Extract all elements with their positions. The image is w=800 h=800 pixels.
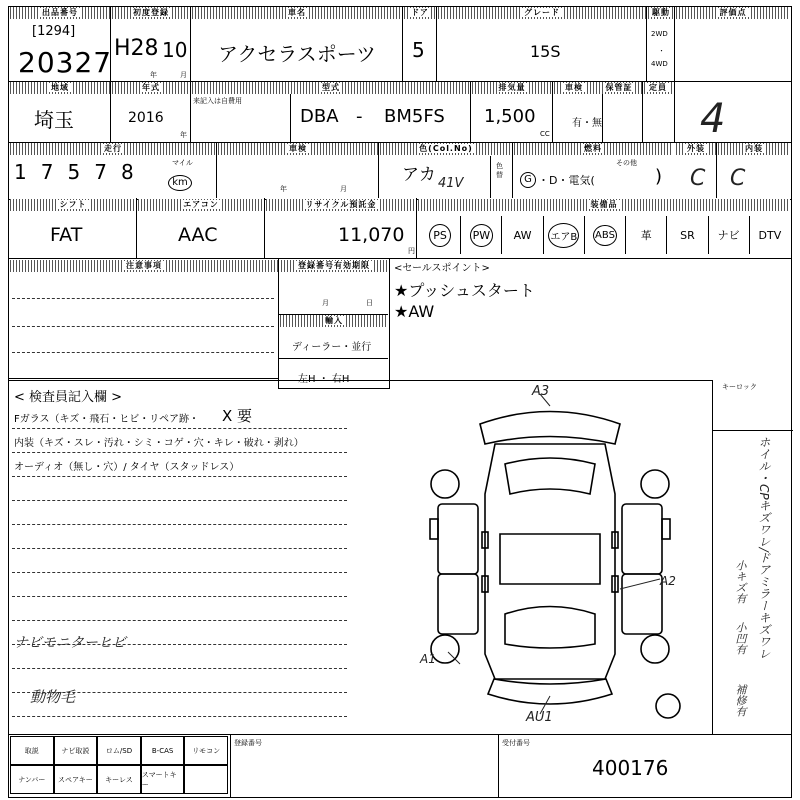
mark-au1: AU1 — [526, 710, 553, 725]
reg-month-unit: 月 — [322, 299, 329, 307]
shift: FAT — [50, 224, 83, 246]
interior-grade: C — [730, 166, 746, 191]
dash-line — [12, 716, 347, 717]
divider — [716, 142, 717, 198]
fuel-header: 燃料 — [514, 143, 672, 155]
divider — [278, 358, 388, 359]
bottom-remote: リモコン — [184, 736, 228, 765]
mileage-digit: 8 — [120, 160, 148, 184]
dash-line — [12, 476, 347, 477]
lot-header: 出品番号 — [10, 7, 110, 19]
dash-line — [12, 620, 347, 621]
equipment-label: エアB — [548, 223, 579, 248]
sales-point-header: <セールスポイント> — [394, 263, 490, 274]
dash-line — [12, 326, 274, 327]
fixed-header: 定員 — [644, 82, 672, 94]
mark-a2: A2 — [660, 574, 676, 588]
month-unit: 月 — [180, 71, 187, 79]
era-year: H28 — [114, 36, 159, 61]
equipment-label: ABS — [593, 225, 617, 246]
divider — [490, 156, 491, 198]
model-code: BM5FS — [384, 106, 445, 127]
bottom-grid — [10, 736, 228, 794]
divider — [552, 81, 553, 142]
mileage-digit: 5 — [67, 160, 95, 184]
divider — [278, 314, 388, 315]
dash-line — [12, 596, 347, 597]
mileage-digit: 7 — [94, 160, 121, 184]
divider — [498, 734, 499, 798]
mark-a3: A3 — [532, 384, 550, 399]
equipment-navi: ナビ — [709, 216, 750, 254]
divider — [642, 81, 643, 142]
doors: 5 — [412, 38, 425, 62]
model-year: 2016 — [128, 110, 164, 126]
divider — [712, 430, 713, 734]
inspection-year: 年 — [280, 185, 287, 193]
fuel-other: その他 — [616, 159, 637, 167]
drive-header: 駆動 — [648, 7, 674, 19]
glass-mark: X 要 — [222, 407, 253, 425]
recycle-unit: 円 — [408, 247, 415, 255]
divider — [470, 81, 471, 142]
divider — [378, 142, 379, 198]
equipment-pw — [461, 216, 502, 254]
import-header: 輸入 — [280, 315, 388, 327]
bottom-empty — [184, 765, 228, 794]
mileage-digit: 7 — [40, 160, 68, 184]
car-name: アクセラスポーツ — [218, 42, 376, 66]
handwritten-navi: ナビモニターヒビ — [14, 635, 126, 651]
dealer-options: ディーラー・並行 — [292, 342, 372, 353]
divider — [190, 81, 191, 142]
reg-day-unit: 日 — [366, 299, 373, 307]
divider — [190, 6, 191, 81]
equipment-row — [420, 216, 790, 254]
keylock-label: キーロック — [722, 383, 757, 391]
dash-line — [12, 548, 347, 549]
divider — [8, 378, 278, 379]
divider — [8, 380, 712, 381]
bottom-smart-key: スマートキー — [141, 765, 185, 794]
bottom-plate: ナンバー — [10, 765, 54, 794]
model-header: 型式 — [192, 82, 470, 94]
dash-line — [12, 500, 347, 501]
reg-month: 10 — [162, 38, 188, 62]
region-header: 地域 — [10, 82, 110, 94]
audio-line: オーディオ（無し・穴）/ タイヤ（スタッドレス） — [14, 462, 240, 473]
grade: 15S — [530, 42, 561, 61]
drive-4wd: 4WD — [651, 60, 668, 68]
inspector-title: < 検査員記入欄 > — [14, 390, 123, 405]
interior-line: 内装（キズ・スレ・汚れ・シミ・コゲ・穴・キレ・破れ・剥れ） — [14, 438, 304, 449]
score-header: 評価点 — [676, 7, 790, 19]
inspection-month: 月 — [340, 185, 347, 193]
year-unit: 年 — [150, 71, 157, 79]
equipment-dtv: DTV — [758, 228, 782, 242]
vertical-note-repair: 補修有 — [734, 684, 747, 717]
dash-line — [12, 572, 347, 573]
equipment-abs — [585, 216, 626, 254]
divider — [512, 142, 513, 198]
color-name: アカ — [402, 165, 436, 185]
score-value: 4 — [700, 96, 726, 142]
exterior-grade: C — [690, 166, 706, 191]
bottom-keyless: キーレス — [97, 765, 141, 794]
divider — [110, 81, 111, 142]
divider — [436, 6, 437, 81]
model-prefix: DBA — [300, 106, 339, 127]
grade-header: グレード — [438, 7, 646, 19]
color-label: 色替 — [496, 162, 503, 179]
register-number-label: 登録番号 — [234, 739, 262, 747]
divider — [264, 198, 265, 258]
fuel-gasoline: G — [520, 172, 536, 188]
divider — [402, 6, 403, 81]
equipment-header: 装備品 — [418, 199, 790, 211]
cc-unit: CC — [540, 130, 550, 138]
vertical-note-dent: 小凹有 — [734, 622, 747, 655]
region: 埼玉 — [34, 108, 74, 132]
sales-point-1: ★プッシュスタート — [394, 281, 535, 300]
fuel-options: ・D・電気( — [538, 174, 595, 187]
equipment-airbag — [544, 216, 585, 254]
vertical-note-scratch: 小キズ有 — [734, 560, 747, 604]
divider — [290, 94, 291, 142]
model-year-header: 年式 — [112, 82, 190, 94]
mileage-sub: マイル — [172, 159, 193, 167]
equipment-label: PW — [470, 224, 494, 247]
divider — [674, 6, 675, 142]
interior-header: 内装 — [718, 143, 790, 155]
sales-point-2: ★AW — [394, 302, 435, 321]
aircon-header: エアコン — [138, 199, 264, 211]
dash-line — [12, 298, 274, 299]
aircon: AAC — [178, 224, 218, 246]
drive-sep: ・ — [658, 47, 665, 55]
model-year-unit: 年 — [180, 131, 187, 139]
notes-section-header: 注意事項 — [10, 260, 278, 272]
divider — [216, 142, 217, 198]
receipt-number-label: 受付番号 — [502, 739, 530, 747]
bottom-bcas: B-CAS — [141, 736, 185, 765]
color-code: 41V — [438, 176, 464, 191]
mark-a1: A1 — [420, 652, 436, 666]
inspection2-header: 車検 — [218, 143, 378, 155]
receipt-number: 400176 — [592, 756, 669, 780]
divider — [136, 198, 137, 258]
bottom-spare-key: スペアキー — [54, 765, 98, 794]
dash-line — [12, 524, 347, 525]
drive-2wd: 2WD — [651, 30, 668, 38]
lot-sub: [1294] — [32, 24, 76, 39]
bottom-rom: ロム/SD — [97, 736, 141, 765]
displacement: 1,500 — [484, 106, 536, 127]
model-dash: - — [356, 106, 363, 127]
notes-value: 有・無 — [572, 118, 602, 129]
divider — [646, 6, 647, 81]
row2 — [8, 81, 674, 143]
bottom-manual: 取説 — [10, 736, 54, 765]
km-unit: km — [168, 175, 192, 191]
equipment-ps — [420, 216, 461, 254]
displacement-header: 排気量 — [472, 82, 552, 94]
fuel-close: ) — [655, 166, 663, 187]
lot-number: 20327 — [18, 46, 113, 79]
doors-header: ドア — [404, 7, 436, 19]
first-reg-header: 初度登録 — [112, 7, 190, 19]
mileage-digits — [14, 160, 148, 184]
notes-header: 保管証 — [596, 82, 642, 94]
shift-header: シフト — [10, 199, 136, 211]
car-name-header: 車名 — [192, 7, 402, 19]
equipment-sr: SR — [667, 216, 708, 254]
first-import-note: 来記入は自費用 — [193, 97, 242, 105]
reg-valid-header: 登録番号有効期限 — [281, 260, 387, 272]
exterior-header: 外装 — [676, 143, 716, 155]
divider — [8, 734, 792, 735]
color-header: 色(Col.No) — [380, 143, 512, 155]
steering-options: 左H ・ 右H — [298, 374, 350, 385]
mileage-digit: 1 — [14, 160, 41, 184]
bottom-navi-manual: ナビ取説 — [54, 736, 98, 765]
recycle: 11,070 — [338, 224, 405, 246]
car-diagram — [400, 384, 700, 724]
inspection-header: 車検 — [554, 82, 594, 94]
divider — [230, 734, 231, 798]
glass-line: Fガラス（キズ・飛石・ヒビ・リペア跡・ — [14, 414, 200, 425]
equipment-label: PS — [429, 224, 451, 247]
equipment-leather: 革 — [626, 216, 667, 254]
recycle-header: リサイクル預託金 — [266, 199, 416, 211]
divider — [416, 198, 417, 258]
dash-line — [12, 428, 347, 429]
equipment-aw: AW — [502, 216, 543, 254]
mileage-header: 走行 — [10, 143, 216, 155]
dash-line — [12, 452, 347, 453]
dash-line — [12, 668, 347, 669]
vertical-note-main: ホイル・CPキズワレ/ドアミラーキズワレ — [757, 436, 771, 660]
divider — [602, 94, 603, 142]
handwritten-animal-hair: 動物毛 — [30, 688, 76, 706]
dash-line — [12, 352, 274, 353]
